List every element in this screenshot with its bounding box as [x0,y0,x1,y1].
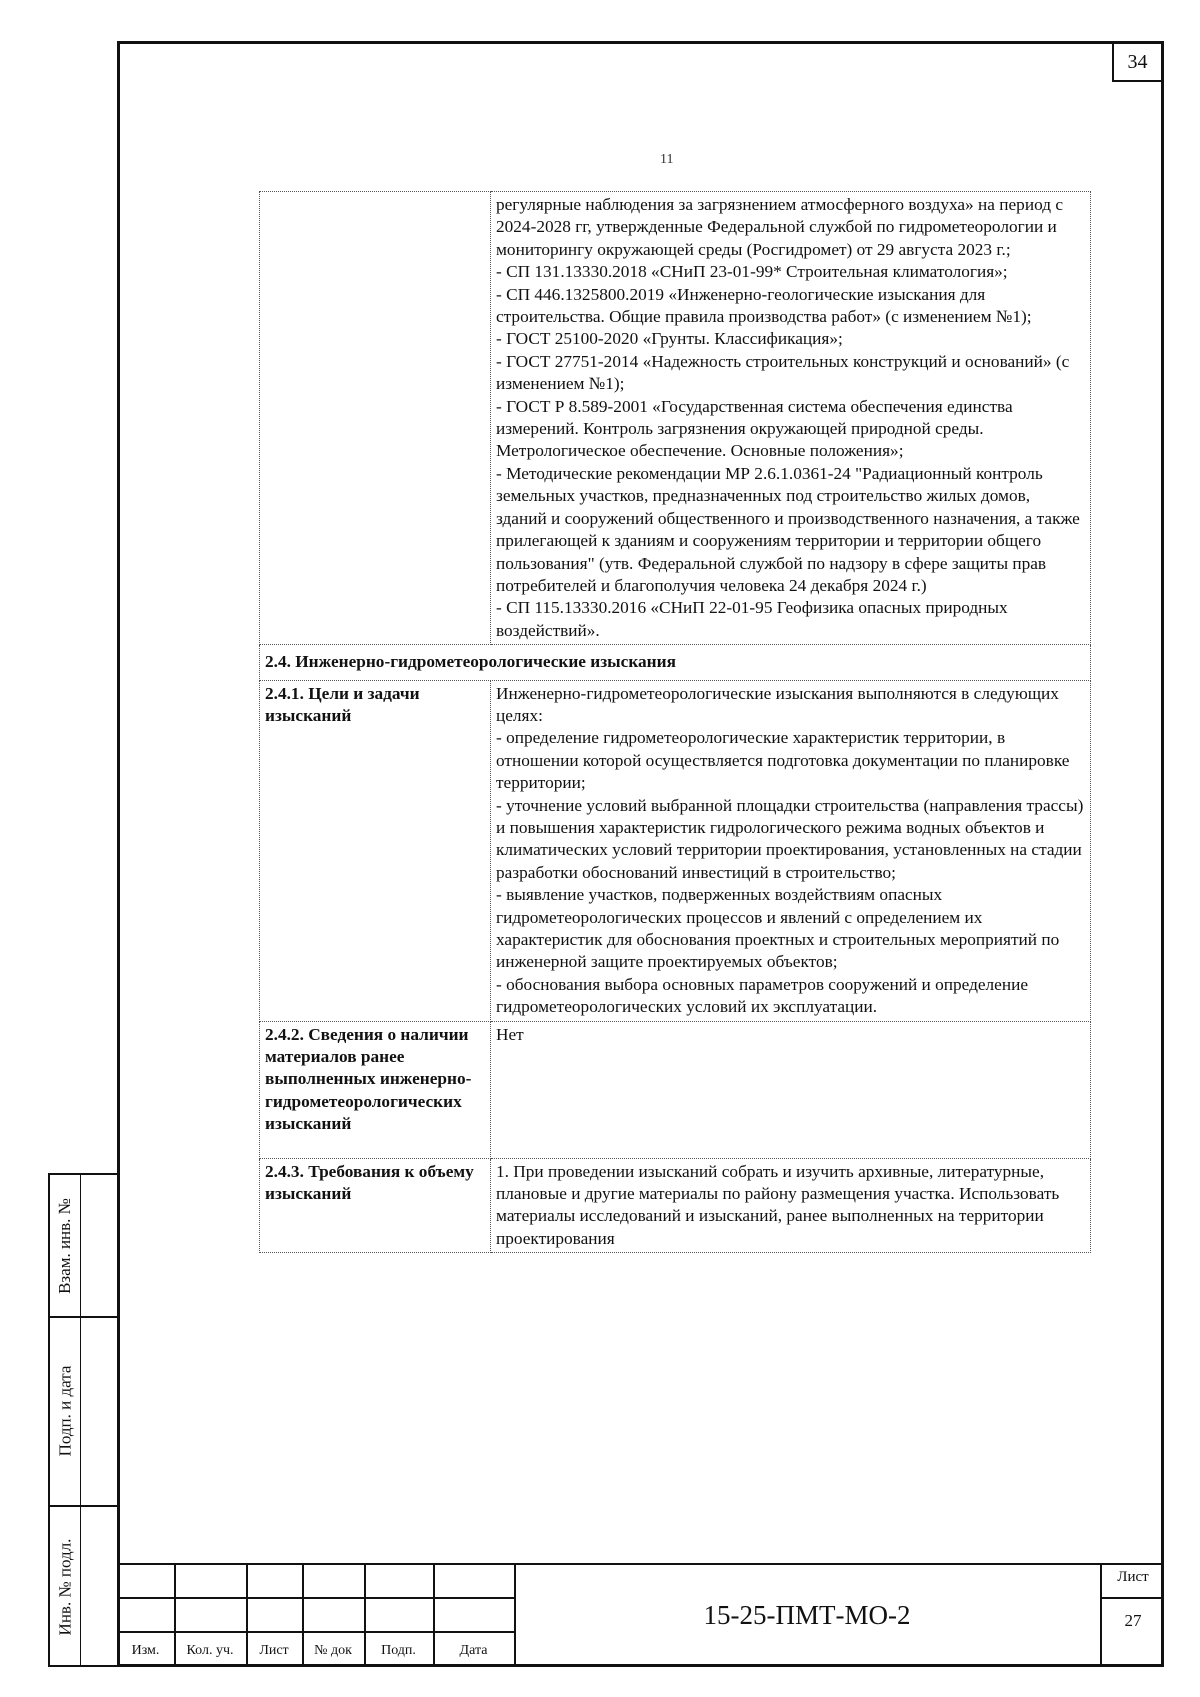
table-row [260,1021,1091,1158]
title-block-col-podp: Подп. [381,1643,416,1658]
title-block-col-kol-uch: Кол. уч. [186,1643,234,1658]
list-item: - СП 115.13330.2016 «СНиП 22-01-95 Геофизика опасных природных воздействий». [496,598,1008,640]
list-item: - ГОСТ Р 8.589-2001 «Государственная система обеспечения единства измерений. Контроль загрязнения окружающей природной среды. Метрологическое обеспечение. Основные положения»; [496,396,1013,461]
side-stamp-inv [50,1505,80,1669]
table-row [260,680,1091,1021]
list-item: - СП 131.13330.2018 «СНиП 23-01-99* Строительная климатология»; [496,262,1008,282]
sheet-number: 27 [1124,1611,1142,1630]
norms-list-cell [491,192,1091,645]
list-item: - Методические рекомендации МР 2.6.1.0361-24 "Радиационный контроль земельных участков, предназначенных под строительство жилых домов, зданий и сооружений общественного и производственного назначения, а также прилегающей к зданиям и сооружениям территории и территории общего пользования" (утв. Федеральной службой по надзору в сфере защиты прав потребителей и благополучия человека 24 декабря 2024 г.) [496,463,1080,595]
list-item: Инженерно-гидрометеорологические изыскания выполняются в следующих целях: [496,683,1059,725]
side-stamp-podp [50,1316,80,1505]
row-value-2-4-3: 1. При проведении изысканий собрать и изучить архивные, литературные, плановые и другие материалы по району размещения участка. Использовать материалы исследований и изысканий, ранее выполненных на территории проектирования [491,1158,1091,1253]
side-stamp-podp-label: Подп. и дата [55,1365,75,1456]
list-item: - СП 446.1325800.2019 «Инженерно-геологические изыскания для строительства. Общие правила производства работ» (с изменением №1); [496,284,1032,327]
list-item: - обоснования выбора основных параметров сооружений и определение гидрометеорологических условий их эксплуатации. [496,974,1028,1017]
content-table-wrapper [259,191,1091,1253]
top-sheet-number: 34 [1112,44,1161,82]
list-item: - уточнение условий выбранной площадки строительства (направления трассы) и повышения характеристик гидрологического режима водных объектов и климатических условий территории проектирования, установленных на стадии разработки обоснований инвестиций в строительство; [496,795,1084,882]
list-item: - ГОСТ 25100-2020 «Грунты. Классификация»; [496,329,843,349]
side-stamp-vzam-label: Взам. инв. № [55,1197,74,1294]
side-stamp-divider [80,1175,81,1665]
row-label-2-4-1: 2.4.1. Цели и задачи изысканий [260,680,491,1021]
title-block-col-doc: № док [314,1643,352,1658]
table-row [260,192,1091,645]
sheet-label: Лист [1117,1569,1149,1585]
side-stamp-vzam [50,1175,80,1316]
row-value-2-4-2: Нет [491,1021,1091,1158]
table-row [260,1158,1091,1253]
list-item: регулярные наблюдения за загрязнением атмосферного воздуха» на период с 2024-2028 гг, утвержденные Федеральной службой по гидрометеорологии и мониторингу окружающей среды (Росгидромет) от 29 августа 2023 г.; [496,195,1063,259]
list-item: - определение гидрометеорологические характеристик территории, в отношении которой осуществляется подготовка документации по планировке территории; [496,728,1070,793]
row-label-2-4-3: 2.4.3. Требования к объему изысканий [260,1158,491,1253]
side-stamp [48,1173,117,1667]
section-heading: 2.4. Инженерно-гидрометеорологические изыскания [260,645,1091,680]
table-row [260,645,1091,680]
title-block-col-izm: Изм. [131,1643,160,1658]
sheet-box [1100,1563,1164,1667]
document-code: 15-25-ПМТ-МО-2 [703,1599,911,1630]
side-stamp-inv-label: Инв. № подл. [55,1538,74,1636]
title-block-col-data: Дата [459,1643,488,1658]
title-block-col-list: Лист [259,1643,289,1658]
row-label-2-4-2: 2.4.2. Сведения о наличии материалов ранее выполненных инженерно-гидрометеорологических изысканий [260,1021,491,1158]
sheet-box-divider [1102,1597,1164,1599]
title-block-grid-line [117,1597,514,1599]
list-item: - выявление участков, подверженных воздействиям опасных гидрометеорологических процессов и явлений с определением их характеристик для обоснования проектных и строительных мероприятий по инженерной защите проектируемых объектов; [496,885,1060,972]
requirements-table [259,191,1091,1253]
title-block [117,1563,1164,1667]
table-cell-empty [260,192,491,645]
row-value-2-4-1 [491,680,1091,1021]
title-block-grid-line [117,1631,514,1633]
list-item: - ГОСТ 27751-2014 «Надежность строительных конструкций и оснований» (с изменением №1); [496,351,1070,394]
doc-page-number: 11 [660,152,674,167]
